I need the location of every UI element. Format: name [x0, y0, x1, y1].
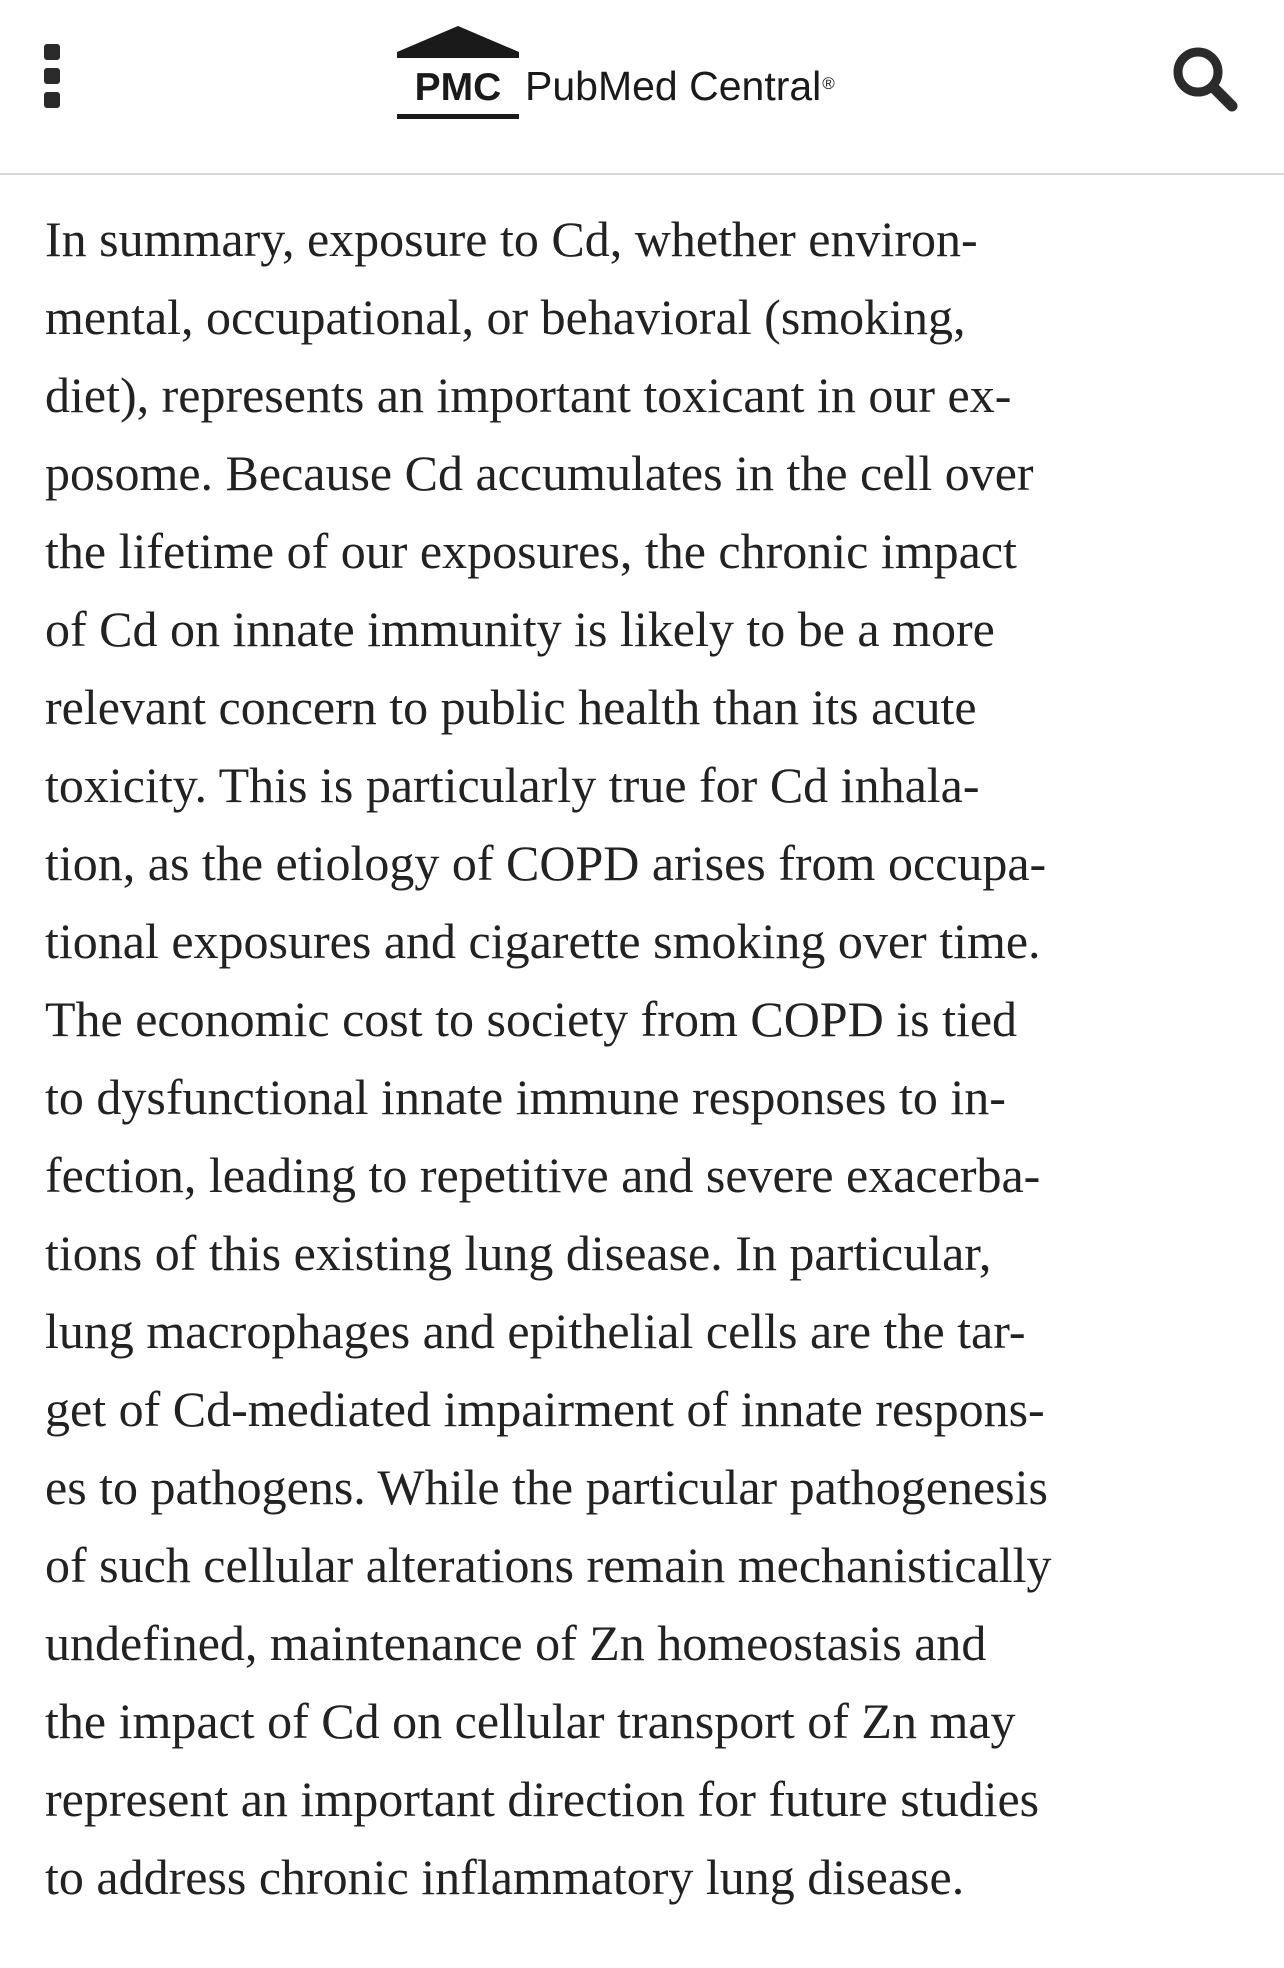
text-line: the impact of Cd on cellular transport of Zn may [45, 1693, 1016, 1749]
text-line: The economic cost to society from COPD is tied [45, 991, 1018, 1047]
registered-mark: ® [822, 74, 835, 93]
text-line: tion, as the etiology of COPD arises from occupa- [45, 835, 1047, 891]
text-line: es to pathogens. While the particular pathogenesis [45, 1459, 1048, 1515]
text-line: the lifetime of our exposures, the chronic impact [45, 523, 1017, 579]
text-line: to address chronic inflammatory lung disease. [45, 1849, 965, 1905]
logo-mark-text: PMC [414, 66, 502, 109]
logo-name [525, 64, 835, 108]
text-line: lung macrophages and epithelial cells are the tar- [45, 1303, 1026, 1359]
text-line: tional exposures and cigarette smoking over time. [45, 913, 1041, 969]
menu-button[interactable] [32, 40, 72, 112]
text-line: to dysfunctional innate immune responses to in- [45, 1069, 1006, 1125]
top-header [0, 0, 1284, 175]
text-line: In summary, exposure to Cd, whether environ- [45, 211, 978, 267]
text-line: get of Cd-mediated impairment of innate respons- [45, 1381, 1045, 1437]
pmc-logo[interactable] [395, 24, 835, 124]
text-line: mental, occupational, or behavioral (smoking, [45, 289, 966, 345]
article-paragraph [45, 200, 1255, 1916]
text-line: fection, leading to repetitive and severe exacerba- [45, 1147, 1041, 1203]
pmc-building-logo [395, 24, 521, 124]
text-line: undefined, maintenance of Zn homeostasis and [45, 1615, 987, 1671]
logo-name-text: PubMed Central [525, 63, 822, 109]
text-line: relevant concern to public health than its acute [45, 679, 977, 735]
text-line: of Cd on innate immunity is likely to be a more [45, 601, 995, 657]
text-line: toxicity. This is particularly true for Cd inhala- [45, 757, 980, 813]
text-line: posome. Because Cd accumulates in the cell over [45, 445, 1034, 501]
text-line: of such cellular alterations remain mechanistically [45, 1537, 1052, 1593]
search-button[interactable] [1168, 42, 1242, 116]
text-line: diet), represents an important toxicant in our ex- [45, 367, 1012, 423]
text-line: represent an important direction for future studies [45, 1771, 1040, 1827]
search-icon [1168, 42, 1242, 116]
text-line: tions of this existing lung disease. In particular, [45, 1225, 992, 1281]
